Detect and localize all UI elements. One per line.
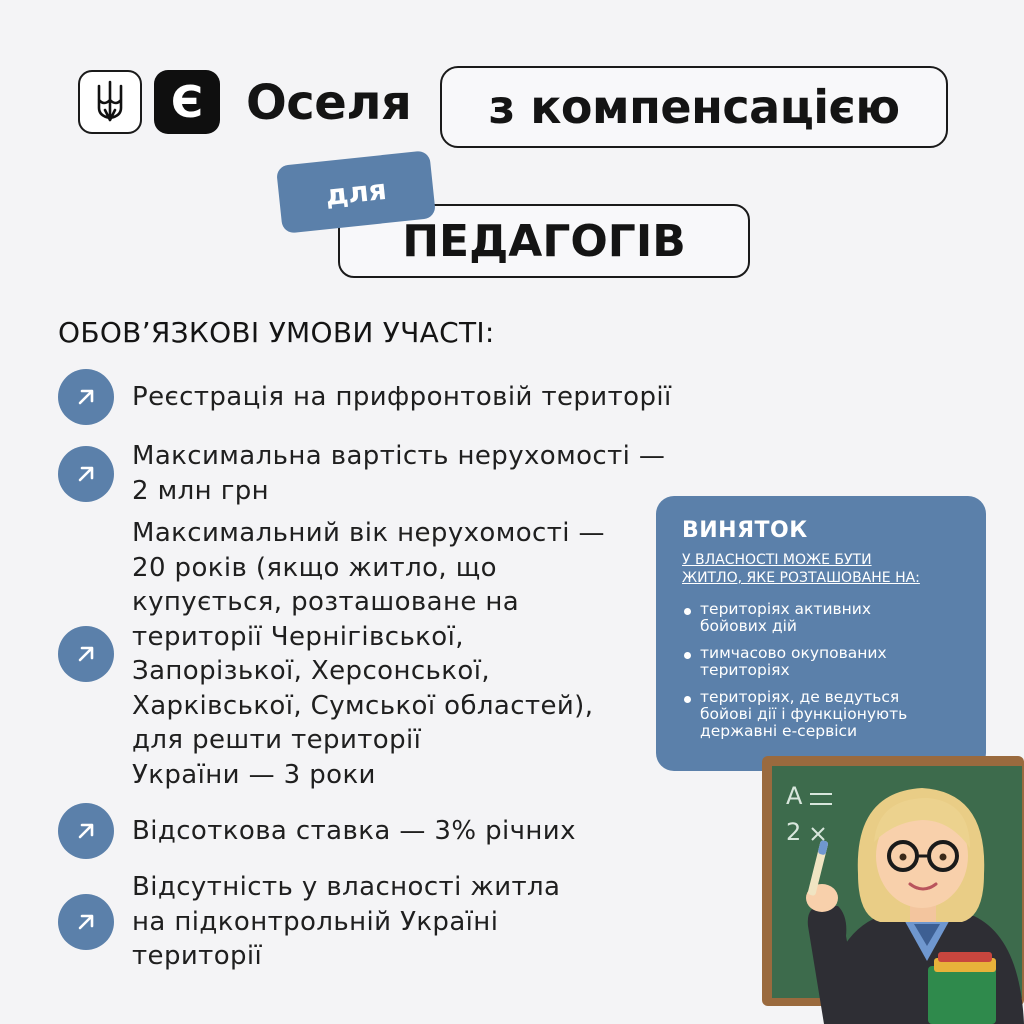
exception-card (656, 496, 986, 771)
arrow-up-right-icon (58, 803, 114, 859)
condition-item (58, 516, 605, 792)
condition-item (58, 870, 560, 974)
teacher-illustration (762, 756, 1024, 1024)
arrow-up-right-icon (58, 626, 114, 682)
exception-subtitle: У ВЛАСНОСТІ МОЖЕ БУТИ ЖИТЛО, ЯКЕ РОЗТАШОВАНЕ НА: (682, 552, 920, 586)
condition-text: Максимальний вік нерухомості — 20 років (якщо житло, що купується, розташоване на території Чернігівської, Запорізької, Херсонської, Харківської, Сумської областей), для решти території України — 3 роки (132, 518, 605, 790)
logo-letter: Є (170, 76, 204, 128)
condition-text: Реєстрація на прифронтовій території (132, 381, 672, 412)
program-subtitle: з компенсацією (488, 80, 900, 134)
svg-text:A: A (786, 782, 803, 810)
condition-item (58, 439, 665, 508)
svg-text:2: 2 (786, 818, 802, 846)
program-title: Оселя (246, 75, 412, 131)
arrow-up-right-icon (58, 894, 114, 950)
program-subtitle-box (440, 66, 948, 148)
arrow-up-right-icon (58, 446, 114, 502)
condition-text: Максимальна вартість нерухомості — 2 млн грн (132, 441, 666, 506)
diia-logo-icon (154, 70, 220, 134)
exception-list (682, 601, 960, 740)
exception-title: ВИНЯТОК (682, 518, 808, 543)
for-tag-label: для (323, 172, 389, 212)
conditions-title: ОБОВ’ЯЗКОВІ УМОВИ УЧАСТІ: (58, 316, 495, 349)
exception-item: тимчасово окупованих територіях (682, 645, 960, 679)
condition-text: Відсутність у власності житла на підконтрольній Україні території (132, 872, 561, 971)
audience-label: ПЕДАГОГІВ (402, 215, 686, 267)
trident-logo-icon (78, 70, 142, 134)
condition-item (58, 369, 672, 425)
condition-text: Відсоткова ставка — 3% річних (132, 815, 576, 846)
exception-item: територіях, де ведуться бойові дії і функціонують державні е-сервіси (682, 689, 960, 740)
exception-item: територіях активних бойових дій (682, 601, 960, 635)
condition-item (58, 803, 576, 859)
arrow-up-right-icon (58, 369, 114, 425)
